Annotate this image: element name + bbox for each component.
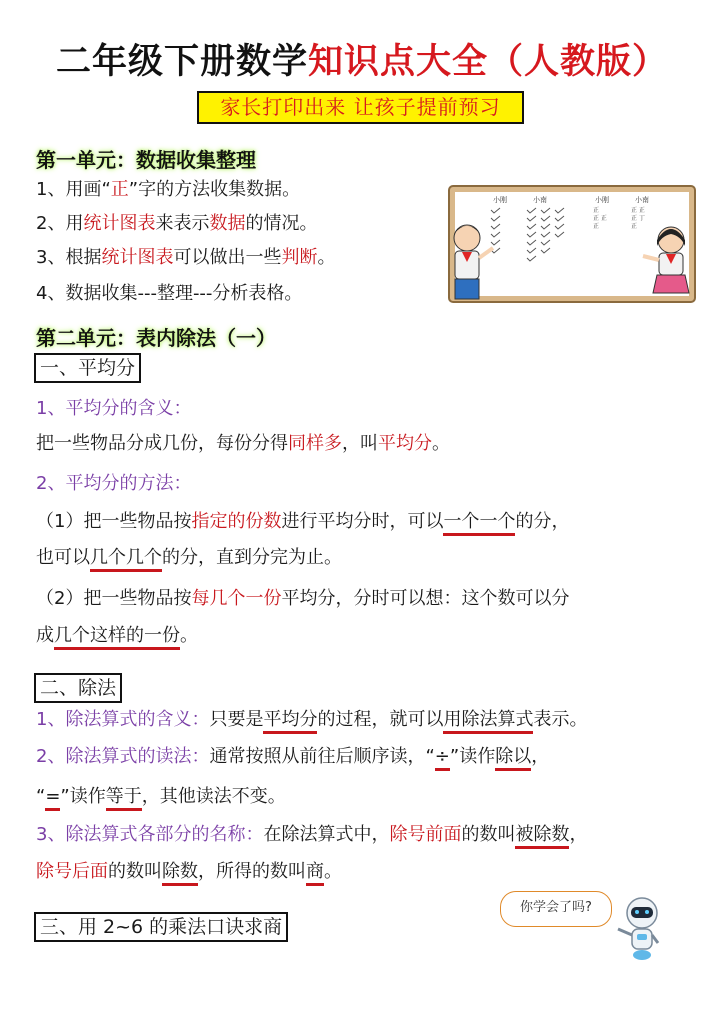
division-meaning: 1、除法算式的含义：只要是平均分的过程，就可以用除法算式表示。 bbox=[36, 708, 587, 732]
section-box-3: 三、用 2~6 的乘法口诀求商 bbox=[34, 912, 288, 942]
svg-text:正: 正 bbox=[593, 223, 600, 230]
svg-text:正 正: 正 正 bbox=[593, 215, 607, 222]
svg-text:正: 正 bbox=[593, 207, 600, 214]
speech-bubble: 你学会了吗? bbox=[500, 891, 612, 927]
svg-text:正 丁: 正 丁 bbox=[631, 215, 645, 222]
unit1-item-1: 1、用画“正”字的方法收集数据。 bbox=[36, 179, 301, 200]
division-parts-line-2: 除号后面的数叫除数，所得的数叫商。 bbox=[36, 860, 342, 884]
method-2-line-2: 成几个这样的一份。 bbox=[36, 624, 198, 648]
board-col1-label: 小刚 bbox=[493, 196, 507, 204]
unit1-item-4: 4、数据收集---整理---分析表格。 bbox=[36, 283, 303, 304]
svg-text:正 正: 正 正 bbox=[631, 207, 645, 214]
method-1-line-1: （1）把一些物品按指定的份数进行平均分时，可以一个一个的分， bbox=[36, 510, 569, 534]
division-reading-line-2: “=”读作等于，其他读法不变。 bbox=[36, 785, 286, 809]
section-box-1: 一、平均分 bbox=[34, 353, 141, 383]
division-reading-line-1: 2、除法算式的读法：通常按照从前往后顺序读，“÷”读作除以， bbox=[36, 745, 549, 769]
division-parts-line-1: 3、除法算式各部分的名称：在除法算式中，除号前面的数叫被除数， bbox=[36, 823, 587, 847]
unit2-heading: 第二单元：表内除法（一） bbox=[36, 326, 276, 350]
robot-icon bbox=[604, 895, 674, 963]
whiteboard-illustration bbox=[445, 182, 699, 306]
board-col2-label: 小南 bbox=[533, 196, 547, 204]
section-box-2: 二、除法 bbox=[34, 673, 122, 703]
svg-text:正: 正 bbox=[631, 223, 638, 230]
sec1-definition: 把一些物品分成几份，每份分得同样多，叫平均分。 bbox=[36, 433, 450, 454]
method-1-line-2: 也可以几个几个的分，直到分完为止。 bbox=[36, 546, 342, 570]
page-title: 二年级下册数学知识点大全（人教版） bbox=[55, 42, 669, 82]
subtitle-banner: 家长打印出来 让孩子提前预习 bbox=[197, 91, 524, 124]
unit1-item-2: 2、用统计图表来表示数据的情况。 bbox=[36, 213, 318, 234]
sec1-question-2: 2、平均分的方法： bbox=[36, 473, 192, 494]
board-col4-label: 小南 bbox=[635, 196, 649, 204]
method-2-line-1: （2）把一些物品按每几个一份平均分，分时可以想：这个数可以分 bbox=[36, 588, 570, 609]
sec1-question-1: 1、平均分的含义： bbox=[36, 398, 192, 419]
unit1-item-3: 3、根据统计图表可以做出一些判断。 bbox=[36, 247, 336, 268]
unit1-heading: 第一单元：数据收集整理 bbox=[36, 148, 256, 172]
board-col3-label: 小刚 bbox=[595, 196, 609, 204]
